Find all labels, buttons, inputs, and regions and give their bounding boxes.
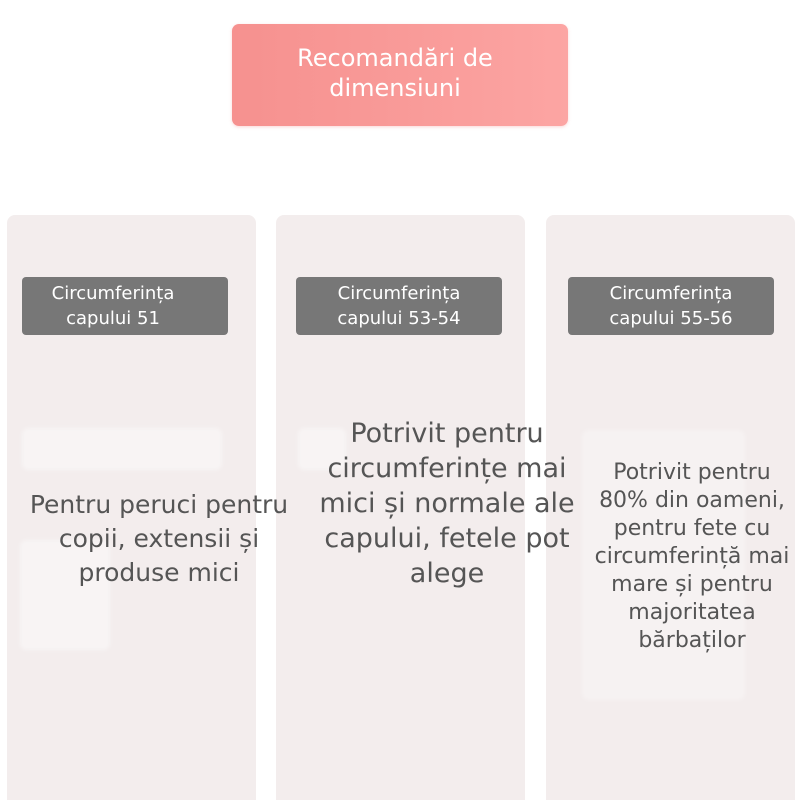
size-card-53-54: [276, 215, 575, 800]
size-label-text: Circumferința capului 55-56: [609, 283, 733, 329]
faint-patch: [22, 428, 222, 470]
header-banner: [232, 24, 568, 126]
size-label-text: Circumferința capului 53-54: [337, 283, 461, 329]
size-label-text: Circumferința capului 51: [51, 283, 175, 329]
size-description: Pentru peruci pentru copii, extensii și produse mici: [29, 490, 289, 587]
size-label: [568, 277, 774, 335]
size-card-51: [7, 215, 289, 800]
size-label: [296, 277, 502, 335]
header-title: Recomandări de dimensiuni: [297, 44, 493, 102]
size-description: Potrivit pentru circumferințe mai mici și normale ale capului, fetele pot alege: [319, 418, 575, 589]
size-card-55-56: [546, 215, 795, 800]
size-description: Potrivit pentru 80% din oameni, pentru fete cu circumferință mai mare și pentru majoritatea bărbaților: [594, 460, 790, 653]
size-label: [22, 277, 228, 335]
